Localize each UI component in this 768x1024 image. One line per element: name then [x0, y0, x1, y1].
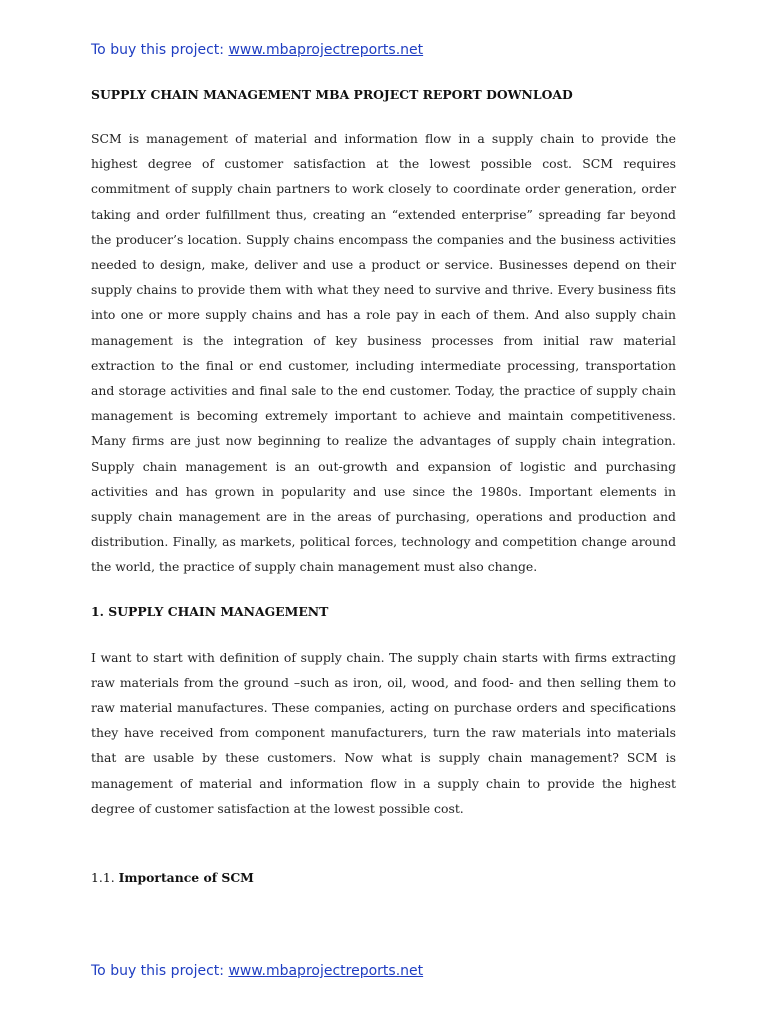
subsection-title: Importance of SCM [118, 870, 254, 886]
promo-header [91, 42, 423, 58]
promo-link[interactable]: www.mbaprojectreports.net [228, 42, 424, 58]
intro-paragraph: SCM is management of material and information flow in a supply chain to provide the highest degree of customer satisfaction at the lowest possible cost. SCM requires commitment of supply chain partners to work closely to coordinate order generation, order taking and order fulfillment thus, creating an “extended enterprise” spreading far beyond the producer’s location. Supply chains encompass the companies and the business activities needed to design, make, deliver and use a product or service. Businesses depend on their supply chains to provide them with what they need to survive and thrive. Every business fits into one or more supply chains and has a role pay in each of them. And also supply chain management is the integration of key business processes from initial raw material extraction to the final or end customer, including intermediate processing, transportation and storage activities and final sale to the end customer. Today, the practice of supply chain management is becoming extremely important to achieve and maintain competitiveness. Many firms are just now beginning to realize the advantages of supply chain integration. Supply chain management is an out-growth and expansion of logistic and purchasing activities and has grown in popularity and use since the 1980s. Important elements in supply chain management are in the areas of purchasing, operations and production and distribution. Finally, as markets, political forces, technology and competition change around the world, the practice of supply chain management must also change. [91, 131, 676, 575]
promo-prefix: To buy this project: [91, 963, 229, 979]
subsection-number: 1.1. [91, 870, 119, 886]
promo-prefix: To buy this project: [91, 42, 229, 58]
document-body [91, 86, 676, 887]
promo-link[interactable]: www.mbaprojectreports.net [228, 963, 424, 979]
section-heading: 1. SUPPLY CHAIN MANAGEMENT [91, 603, 329, 619]
subsection-heading [91, 869, 676, 887]
section-paragraph: I want to start with definition of supply chain. The supply chain starts with firms extracting raw materials from the ground –such as iron, oil, wood, and food- and then selling them to raw material manufactures. These companies, acting on purchase orders and specifications they have received from component manufacturers, turn the raw materials into materials that are usable by these customers. Now what is supply chain management? SCM is management of material and information flow in a supply chain to provide the highest degree of customer satisfaction at the lowest possible cost. [91, 649, 676, 816]
document-title: SUPPLY CHAIN MANAGEMENT MBA PROJECT REPORT DOWNLOAD [91, 87, 573, 102]
promo-footer [91, 963, 423, 979]
